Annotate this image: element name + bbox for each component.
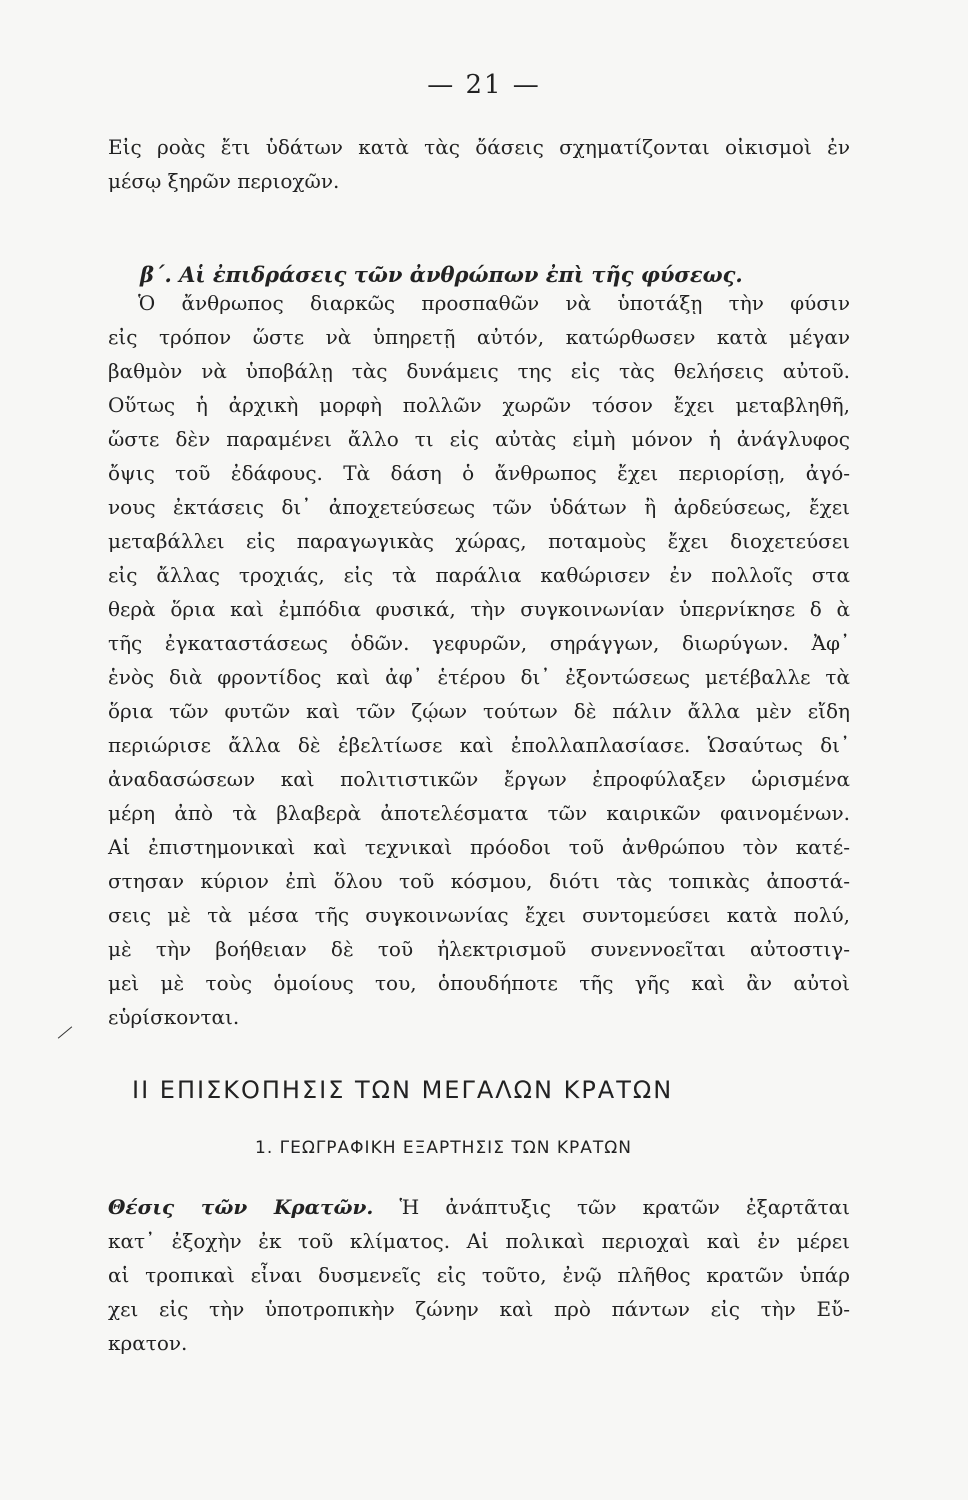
text-line: Αἱ ἐπιστημονικαὶ καὶ τεχνικαὶ πρόοδοι τοῦ ἀνθρώπου τὸν κατέ- (108, 835, 850, 859)
body-paragraph (108, 286, 850, 1034)
text-line: εἰς τρόπον ὥστε νὰ ὑπηρετῇ αὐτόν, κατώρθωσεν κατὰ μέγαν (108, 325, 850, 349)
text-line: σεις μὲ τὰ μέσα τῆς συγκοινωνίας ἔχει συντομεύσει κατὰ πολύ, (108, 903, 850, 927)
text-line: μέρη ἀπὸ τὰ βλαβερὰ ἀποτελέσματα τῶν καιρικῶν φαινομένων. (108, 801, 850, 825)
chapter-subheading: 1. ΓΕΩΓΡΑΦΙΚΗ ΕΞΑΡΤΗΣΙΣ ΤΩΝ ΚΡΑΤΩΝ (255, 1138, 632, 1158)
text-line: κατ᾽ ἐξοχὴν ἐκ τοῦ κλίματος. Αἱ πολικαὶ περιοχαὶ καὶ ἐν μέρει (108, 1229, 850, 1253)
text-line: εἰς ἄλλας τροχιάς, εἰς τὰ παράλια καθώρισεν ἐν πολλοῖς στα (108, 563, 850, 587)
margin-mark (58, 1026, 72, 1038)
text-line: μεταβάλλει εἰς παραγωγικὰς χώρας, ποταμοὺς ἔχει διοχετεύσει (108, 529, 850, 553)
final-paragraph (108, 1190, 850, 1360)
text-line: ὥστε δὲν παραμένει ἄλλο τι εἰς αὐτὰς εἰμὴ μόνον ἡ ἀνάγλυφος (108, 427, 850, 451)
paragraph-lead: Θέσις τῶν Κρατῶν. (108, 1195, 374, 1219)
text-line (108, 1190, 850, 1224)
text-line: χει εἰς τὴν ὑποτροπικὴν ζώνην καὶ πρὸ πάντων εἰς τὴν Εὔ- (108, 1297, 850, 1321)
text-line: αἱ τροπικαὶ εἶναι δυσμενεῖς εἰς τοῦτο, ἐνῷ πλῆθος κρατῶν ὑπάρ (108, 1263, 850, 1287)
intro-paragraph (108, 130, 850, 198)
text-line: Ὁ ἄνθρωπος διαρκῶς προσπαθῶν νὰ ὑποτάξῃ τὴν φύσιν (138, 291, 850, 315)
text-line: βαθμὸν νὰ ὑποβάλῃ τὰς δυνάμεις της εἰς τὰς θελήσεις αὐτοῦ. (108, 359, 850, 383)
text-line: νους ἐκτάσεις δι᾽ ἀποχετεύσεως τῶν ὑδάτων ἢ ἀρδεύσεως, ἔχει (108, 495, 850, 519)
text-line: εὑρίσκονται. (108, 1005, 240, 1029)
section-heading: ΙΙ ΕΠΙΣΚΟΠΗΣΙΣ ΤΩΝ ΜΕΓΑΛΩΝ ΚΡΑΤΩΝ (132, 1076, 674, 1104)
text-line: ἀναδασώσεων καὶ πολιτιστικῶν ἔργων ἐπροφύλαξεν ὡρισμένα (108, 767, 850, 791)
page-number: — 21 — (427, 70, 541, 100)
text-line: ἑνὸς διὰ φροντίδος καὶ ἀφ᾽ ἑτέρου δι᾽ ἐξοντώσεως μετέβαλλε τὰ (108, 665, 850, 689)
text-line: Οὕτως ἡ ἀρχικὴ μορφὴ πολλῶν χωρῶν τόσον ἔχει μεταβληθῆ, (108, 393, 850, 417)
text-line: στησαν κύριον ἐπὶ ὅλου τοῦ κόσμου, διότι τὰς τοπικὰς ἀποστά- (108, 869, 850, 893)
text-line: θερὰ ὅρια καὶ ἐμπόδια φυσικά, τὴν συγκοινωνίαν ὑπερνίκησε δ ὰ (108, 597, 850, 621)
text-line: κρατον. (108, 1331, 188, 1355)
text-line: τῆς ἐγκαταστάσεως ὁδῶν. γεφυρῶν, σηράγγων, διωρύγων. Ἀφ᾽ (108, 631, 850, 655)
text-run: Ἡ ἀνάπτυξις τῶν κρατῶν ἐξαρτᾶται (373, 1195, 850, 1219)
text-line: μεὶ μὲ τοὺς ὁμοίους του, ὁπουδήποτε τῆς γῆς καὶ ἂν αὐτοὶ (108, 971, 850, 995)
text-line: ὅρια τῶν φυτῶν καὶ τῶν ζῴων τούτων δὲ πάλιν ἄλλα μὲν εἴδη (108, 699, 850, 723)
text-line: περιώρισε ἄλλα δὲ ἐβελτίωσε καὶ ἐπολλαπλασίασε. Ὡσαύτως δι᾽ (108, 733, 850, 757)
text-line: Εἰς ροὰς ἔτι ὑδάτων κατὰ τὰς ὄάσεις σχηματίζονται οἰκισμοὶ ἐν (108, 135, 850, 159)
text-line: ὄψις τοῦ ἐδάφους. Τὰ δάση ὁ ἄνθρωπος ἔχει περιορίσῃ, ἀγό- (108, 461, 850, 485)
text-line: μὲ τὴν βοήθειαν δὲ τοῦ ἠλεκτρισμοῦ συνεννοεῖται αὐτοστιγ- (108, 937, 850, 961)
text-line: μέσῳ ξηρῶν περιοχῶν. (108, 169, 340, 193)
subsection-title: β΄. Αἱ ἐπιδράσεις τῶν ἀνθρώπων ἐπὶ τῆς φύσεως. (140, 262, 743, 287)
